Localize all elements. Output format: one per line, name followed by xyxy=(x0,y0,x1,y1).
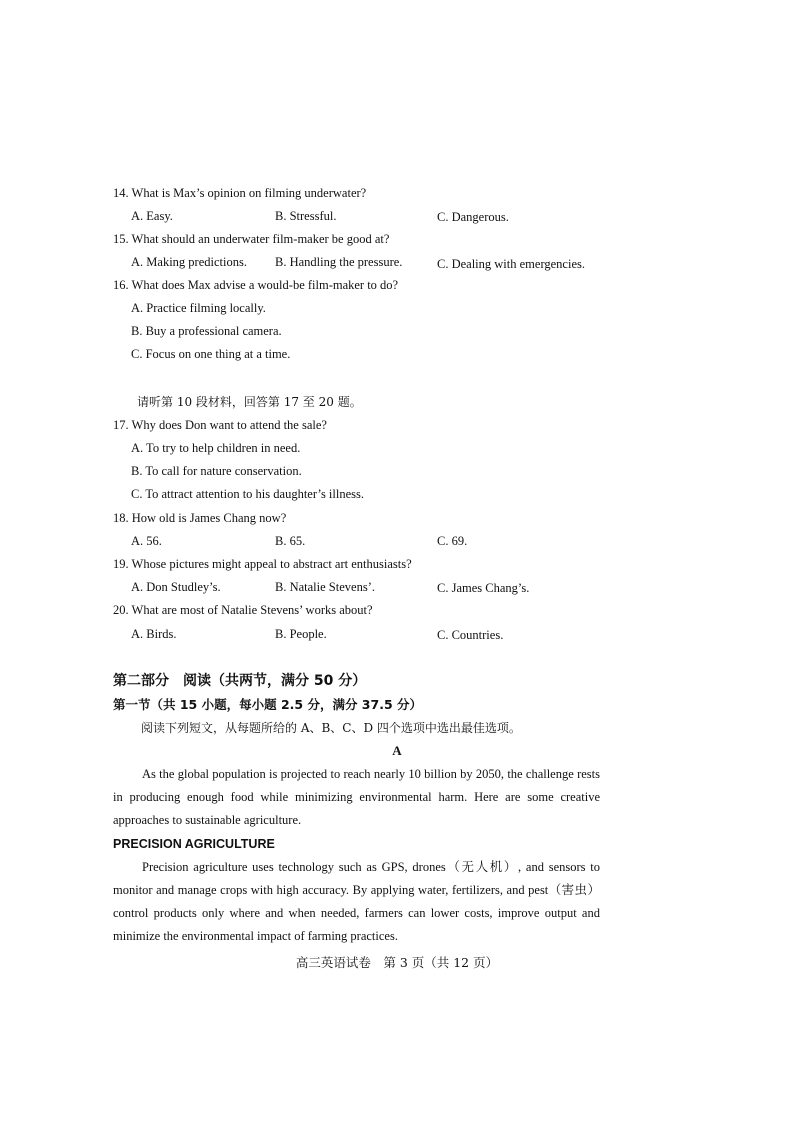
q18-option-a: A. 56. xyxy=(131,534,162,548)
q18-option-c: C. 69. xyxy=(437,534,468,548)
q16-option-a: A. Practice filming locally. xyxy=(131,301,266,315)
q17-option-a: A. To try to help children in need. xyxy=(131,441,301,455)
q19-option-b: B. Natalie Stevens’. xyxy=(275,580,375,594)
q16-option-b: B. Buy a professional camera. xyxy=(131,324,282,338)
question-19: 19. Whose pictures might appeal to abstract art enthusiasts? xyxy=(113,557,412,571)
q20-option-b: B. People. xyxy=(275,627,327,641)
passage-intro: As the global population is projected to reach nearly 10 billion by 2050, the challenge rests in producing enough food while minimizing environmental harm. Here are some creative approaches to sustainable agriculture. xyxy=(113,767,600,827)
q15-option-a: A. Making predictions. xyxy=(131,255,247,269)
q15-option-c: C. Dealing with emergencies. xyxy=(437,257,585,271)
listening-instruction: 请听第 10 段材料，回答第 17 至 20 题。 xyxy=(137,395,362,409)
q17-option-c: C. To attract attention to his daughter’s illness. xyxy=(131,487,365,501)
part-heading: 第二部分 阅读（共两节，满分 50 分） xyxy=(113,673,367,689)
question-15: 15. What should an underwater film-maker be good at? xyxy=(113,232,390,246)
q20-option-a: A. Birds. xyxy=(131,627,177,641)
question-14: 14. What is Max’s opinion on filming underwater? xyxy=(113,186,367,200)
reading-instruction: 阅读下列短文，从每题所给的 A、B、C、D 四个选项中选出最佳选项。 xyxy=(141,721,521,735)
q15-option-b: B. Handling the pressure. xyxy=(275,255,403,269)
q16-option-c: C. Focus on one thing at a time. xyxy=(131,347,291,361)
q17-option-b: B. To call for nature conservation. xyxy=(131,464,302,478)
passage-subtitle: PRECISION AGRICULTURE xyxy=(113,837,275,851)
section-heading: 第一节（共 15 小题，每小题 2.5 分，满分 37.5 分） xyxy=(113,697,422,712)
q14-option-a: A. Easy. xyxy=(131,209,173,223)
q19-option-a: A. Don Studley’s. xyxy=(131,580,221,594)
q19-option-c: C. James Chang’s. xyxy=(437,581,530,595)
question-18: 18. How old is James Chang now? xyxy=(113,511,287,525)
question-16: 16. What does Max advise a would-be film-maker to do? xyxy=(113,278,399,292)
passage-body: Precision agriculture uses technology such as GPS, drones（无人机）, and sensors to monitor and manage crops with high accuracy. By applying water, fertilizers, and pest（害虫）control products only where and when needed, farmers can lower costs, improve output and minimize the environmental impact of farming practices. xyxy=(113,860,600,943)
question-20: 20. What are most of Natalie Stevens’ works about? xyxy=(113,603,373,617)
q18-option-b: B. 65. xyxy=(275,534,306,548)
passage-label: A xyxy=(392,743,402,758)
q14-option-b: B. Stressful. xyxy=(275,209,337,223)
question-17: 17. Why does Don want to attend the sale? xyxy=(113,418,327,432)
page-footer: 高三英语试卷 第 3 页（共 12 页） xyxy=(295,955,499,970)
q14-option-c: C. Dangerous. xyxy=(437,210,509,224)
q20-option-c: C. Countries. xyxy=(437,628,504,642)
